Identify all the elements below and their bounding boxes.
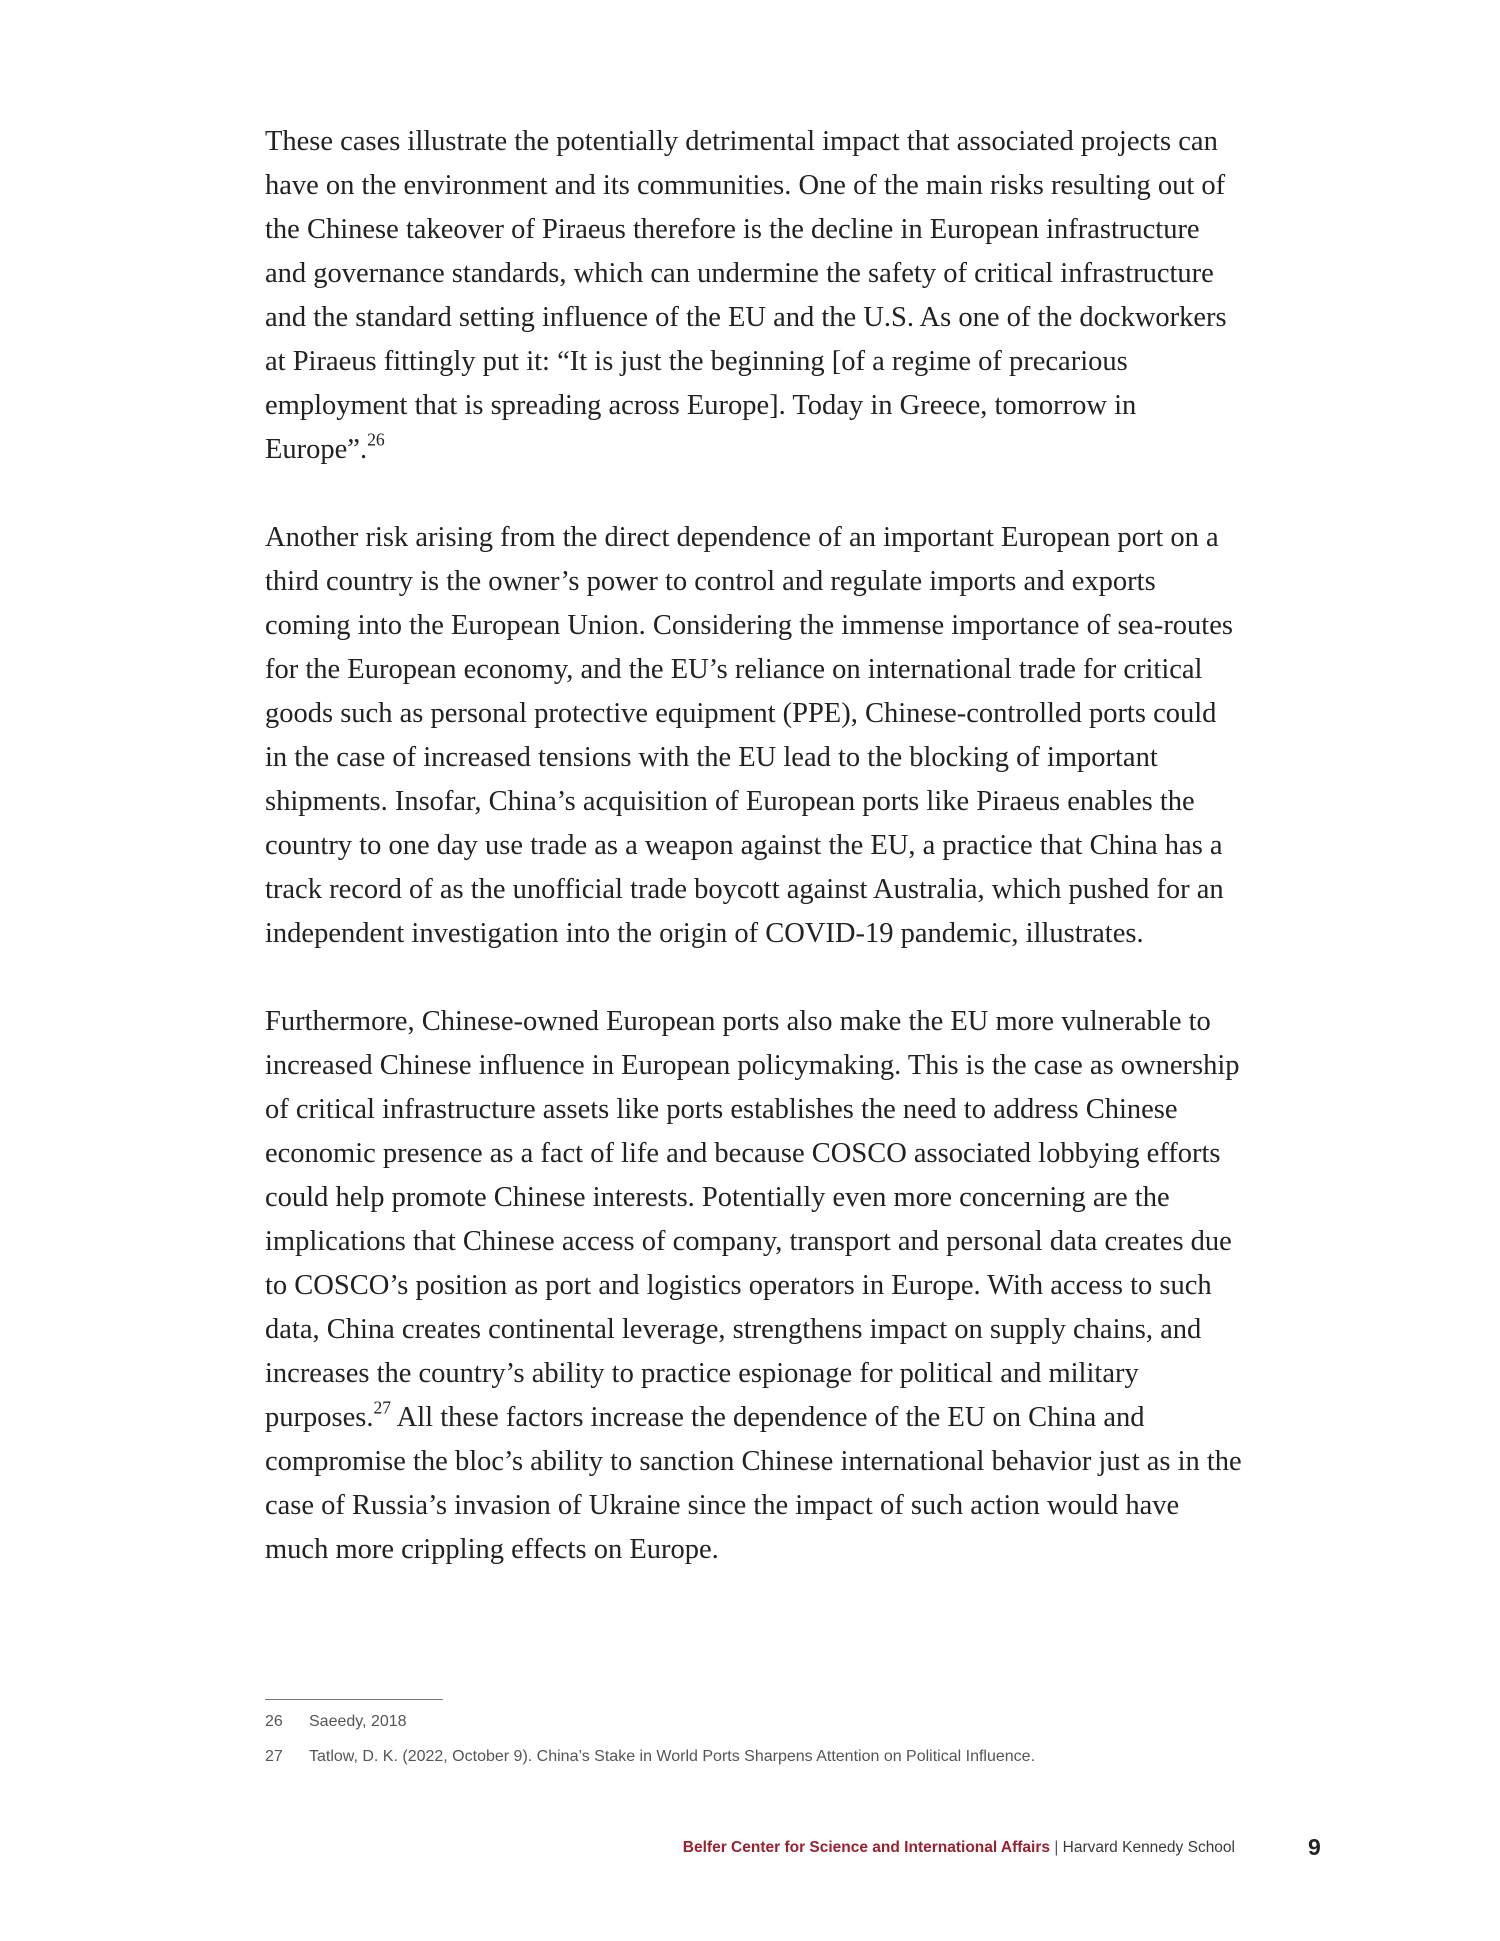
footnote-number: 27 [265, 1748, 283, 1765]
paragraph-2-text: Another risk arising from the direct dependence of an important European port on a third country is the owner’s power to control and regulate imports and exports coming into the European Union. Considering the immense importance of sea-routes for the European economy, and the EU’s reliance on international trade for critical goods such as personal protective equipment (PPE), Chinese-controlled ports could in the case of increased tensions with the EU lead to the blocking of important shipments. Insofar, China’s acquisition of European ports like Piraeus enables the country to one day use trade as a weapon against the EU, a practice that China has a track record of as the unofficial trade boycott against Australia, which pushed for an independent investigation into the origin of COVID-19 pandemic, illustrates. [265, 522, 1233, 949]
footnote-26 [265, 1712, 1265, 1732]
footnote-27 [265, 1747, 1265, 1767]
footnote-ref-26: 26 [367, 429, 385, 450]
main-body [265, 120, 1245, 1616]
paragraph-3-text: Furthermore, Chinese-owned European ports also make the EU more vulnerable to increased Chinese influence in European policymaking. This is the case as ownership of critical infrastructure assets like ports establishes the need to address Chinese economic presence as a fact of life and because COSCO associated lobbying efforts could help promote Chinese interests. Potentially even more concerning are the implications that Chinese access of company, transport and personal data creates due to COSCO’s position as port and logistics operators in Europe. With access to such data, China creates continental leverage, strengthens impact on supply chains, and increases the country’s ability to practice espionage for political and military purposes. [265, 1006, 1240, 1433]
page-number: 9 [1308, 1834, 1321, 1860]
paragraph-3 [265, 1000, 1245, 1572]
footer-separator: | [1054, 1839, 1059, 1856]
page-footer [683, 1838, 1235, 1858]
paragraph-3-tail: All these factors increase the dependence of the EU on China and compromise the bloc’s ability to sanction Chinese international behavior just as in the case of Russia’s invasion of Ukraine since the impact of such action would have much more crippling effects on Europe. [265, 1402, 1242, 1565]
paragraph-1-text: These cases illustrate the potentially detrimental impact that associated projects can have on the environment and its communities. One of the main risks resulting out of the Chinese takeover of Piraeus therefore is the decline in European infrastructure and governance standards, which can undermine the safety of critical infrastructure and the standard setting influence of the EU and the U.S. As one of the dockworkers at Piraeus fittingly put it: “It is just the beginning [of a regime of precarious employment that is spreading across Europe]. Today in Greece, tomorrow in Europe”. [265, 126, 1227, 465]
footer-school: Harvard Kennedy School [1062, 1839, 1235, 1856]
footer-organization: Belfer Center for Science and International Affairs [682, 1839, 1051, 1856]
footnote-ref-27: 27 [373, 1397, 392, 1418]
footnote-number: 26 [265, 1713, 283, 1730]
footnote-text: Saeedy, 2018 [309, 1713, 407, 1730]
footnote-divider [265, 1699, 443, 1700]
paragraph-1 [265, 120, 1245, 472]
footnote-text: Tatlow, D. K. (2022, October 9). China’s Stake in World Ports Sharpens Attention on Political Influence. [309, 1748, 1036, 1765]
paragraph-2 [265, 516, 1245, 956]
